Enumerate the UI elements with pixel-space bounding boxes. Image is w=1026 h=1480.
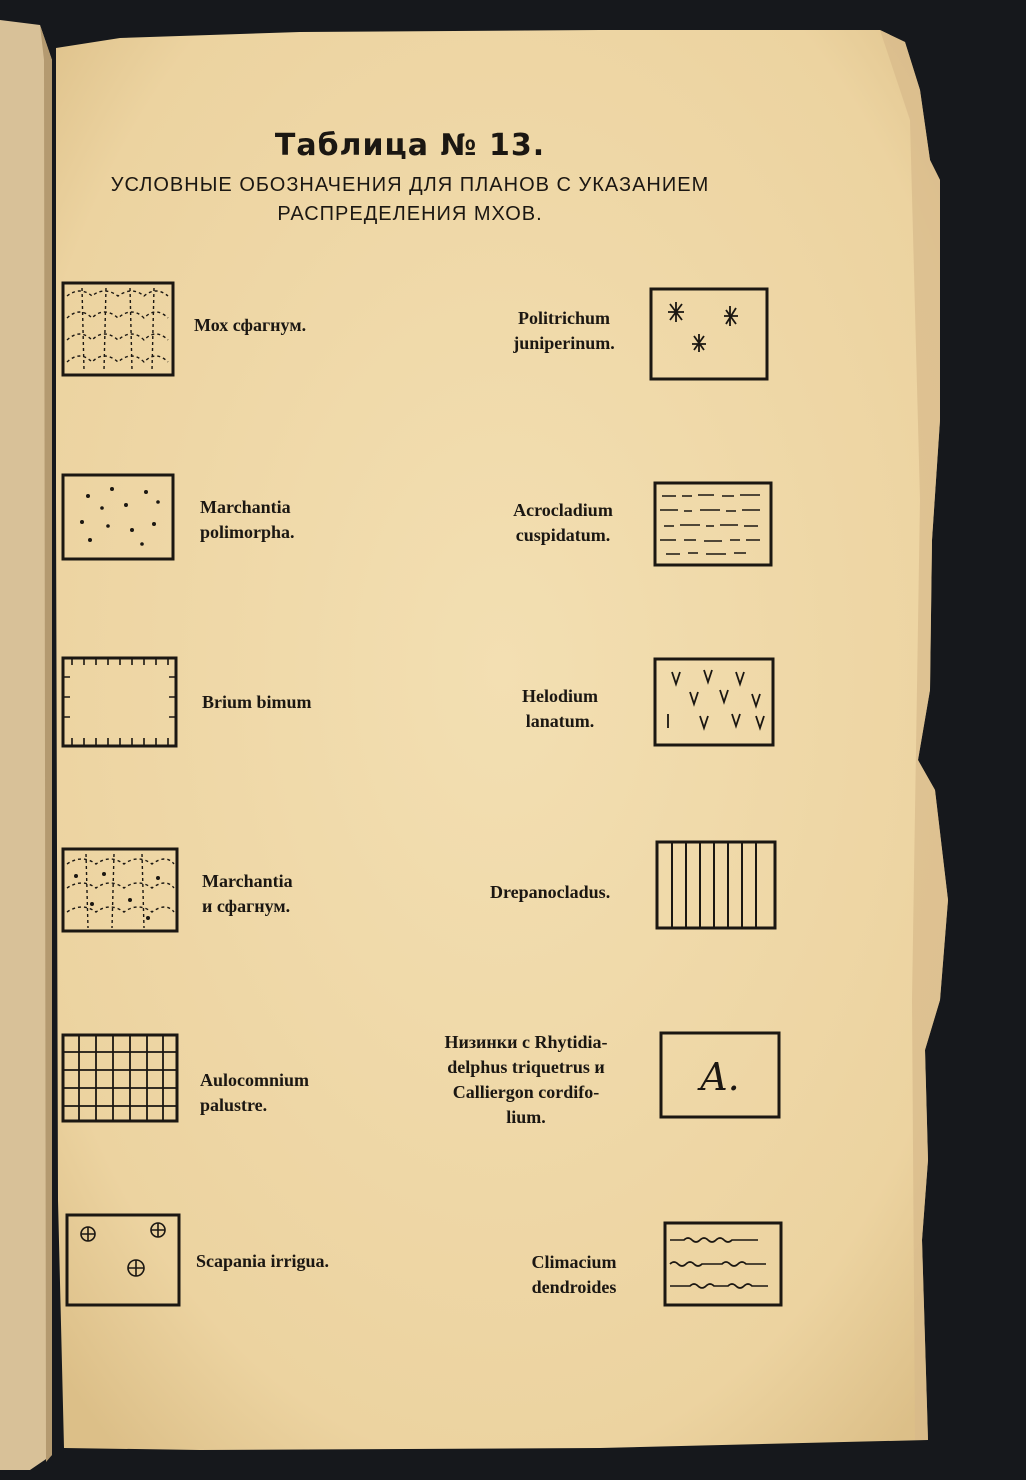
label-sphagnum: Мох сфагнум. [194,315,307,335]
page-title: Таблица № 13. [274,128,546,163]
label-helodium: Helodium lanatum. [521,686,598,731]
subtitle-line-1: УСЛОВНЫЕ ОБОЗНАЧЕНИЯ ДЛЯ ПЛАНОВ С УКАЗАНИЕМ [110,174,710,196]
symbol-rhytidiadelphus [660,1032,780,1118]
symbol-aulocomnium [62,1034,178,1122]
label-rhytidiadelphus: Низинки с Rhytidia- delphus triquetrus и Calliergon cordifo- lium. [444,1032,608,1127]
symbol-brium [62,657,177,747]
symbol-climacium [664,1222,782,1306]
left-page-edge [0,20,52,1470]
label-drepanocladus: Drepanocladus. [490,882,611,902]
label-brium: Brium bimum [202,692,312,712]
symbol-acrocladium [654,482,772,566]
symbol-marchantia [62,474,174,560]
label-aulocomnium: Aulocomnium palustre. [200,1070,310,1115]
symbol-scapania [66,1214,180,1306]
label-acrocladium: Acrocladium cuspidatum. [513,500,613,545]
paper-sheet [56,30,948,1450]
symbol-sphagnum [62,282,174,376]
label-politrichum: Politrichum juniperinum. [513,308,615,353]
symbol-politrichum [650,288,768,380]
label-marchantia-sphagnum: Marchantia и сфагнум. [202,871,293,916]
subtitle-line-2: РАСПРЕДЕЛЕНИЯ МХОВ. [277,203,543,225]
label-marchantia: Marchantia polimorpha. [200,497,295,542]
symbol-marchantia-sphagnum [62,848,178,932]
label-climacium: Climacium dendroides [531,1252,617,1297]
symbol-glyph: A. [700,1055,740,1099]
label-scapania: Scapania irrigua. [196,1251,330,1271]
symbol-drepanocladus [656,841,776,929]
symbol-helodium [654,658,774,746]
